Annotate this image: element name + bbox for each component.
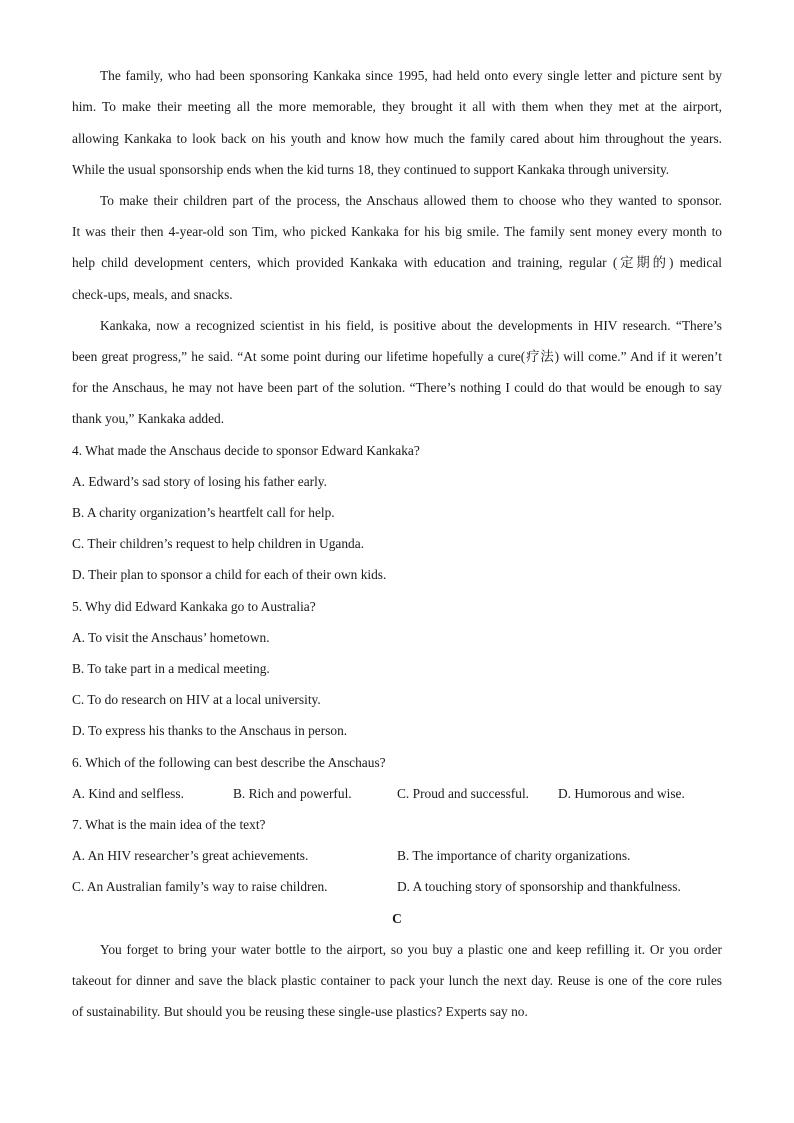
- passage-b-p1-line4: While the usual sponsorship ends when the kid turns 18, they continued to support Kankaka through university.: [72, 162, 670, 177]
- question-5-option-c: C. To do research on HIV at a local university.: [72, 692, 321, 707]
- passage-b-p2-line2: It was their then 4-year-old son Tim, who picked Kankaka for his big smile. The family sent money every month to: [72, 224, 722, 239]
- question-7-stem: 7. What is the main idea of the text?: [72, 817, 266, 832]
- question-5-option-d: D. To express his thanks to the Anschaus in person.: [72, 723, 348, 738]
- passage-b-p1-line1: The family, who had been sponsoring Kankaka since 1995, had held onto every single letter and picture sent by: [100, 68, 722, 83]
- question-7-option-c: C. An Australian family’s way to raise children.: [72, 879, 328, 894]
- passage-b-p3-line4: thank you,” Kankaka added.: [72, 411, 225, 426]
- passage-b-p3-line2: been great progress,” he said. “At some point during our lifetime hopefully a cure(疗法) will come.” And if it weren’t: [72, 349, 722, 364]
- passage-c-p1-line1: You forget to bring your water bottle to the airport, so you buy a plastic one and keep refilling it. Or you order: [100, 942, 722, 957]
- passage-b-p2-line4: check-ups, meals, and snacks.: [72, 287, 233, 302]
- question-4-option-d: D. Their plan to sponsor a child for each of their own kids.: [72, 567, 387, 582]
- passage-b-p3-line3: for the Anschaus, he may not have been part of the solution. “There’s nothing I could do that would be enough to say: [72, 380, 722, 395]
- question-5-stem: 5. Why did Edward Kankaka go to Australia?: [72, 599, 316, 614]
- question-6-option-d: D. Humorous and wise.: [558, 786, 685, 801]
- question-4-stem: 4. What made the Anschaus decide to sponsor Edward Kankaka?: [72, 443, 420, 458]
- question-6-option-c: C. Proud and successful.: [397, 786, 530, 801]
- passage-c-p1-line3: of sustainability. But should you be reusing these single-use plastics? Experts say no.: [72, 1004, 528, 1019]
- question-7-option-b: B. The importance of charity organizations.: [397, 848, 631, 863]
- question-7-option-a: A. An HIV researcher’s great achievements.: [72, 848, 309, 863]
- passage-b-p1-line2: him. To make their meeting all the more memorable, they brought it all with them when they met at the airport,: [72, 99, 722, 114]
- question-6-option-b: B. Rich and powerful.: [233, 786, 352, 801]
- passage-c-heading: C: [392, 911, 402, 926]
- question-7-option-d: D. A touching story of sponsorship and thankfulness.: [397, 879, 681, 894]
- question-4-option-c: C. Their children’s request to help children in Uganda.: [72, 536, 365, 551]
- passage-b-p2-line1: To make their children part of the process, the Anschaus allowed them to choose who they wanted to sponsor.: [100, 193, 722, 208]
- question-4-option-a: A. Edward’s sad story of losing his father early.: [72, 474, 327, 489]
- passage-b-p3-line1: Kankaka, now a recognized scientist in his field, is positive about the developments in HIV research. “There’s: [100, 318, 722, 333]
- passage-c-p1-line2: takeout for dinner and save the black plastic container to pack your lunch the next day. Reuse is one of the core rules: [72, 973, 722, 988]
- question-6-stem: 6. Which of the following can best describe the Anschaus?: [72, 755, 386, 770]
- question-5-option-a: A. To visit the Anschaus’ hometown.: [72, 630, 270, 645]
- question-4-option-b: B. A charity organization’s heartfelt call for help.: [72, 505, 335, 520]
- question-5-option-b: B. To take part in a medical meeting.: [72, 661, 270, 676]
- question-6-option-a: A. Kind and selfless.: [72, 786, 184, 801]
- passage-b-p1-line3: allowing Kankaka to look back on his youth and know how much the family cared about him throughout the years.: [72, 131, 722, 146]
- passage-b-p2-line3: help child development centers, which provided Kankaka with education and training, regular (定期的) medical: [72, 255, 722, 270]
